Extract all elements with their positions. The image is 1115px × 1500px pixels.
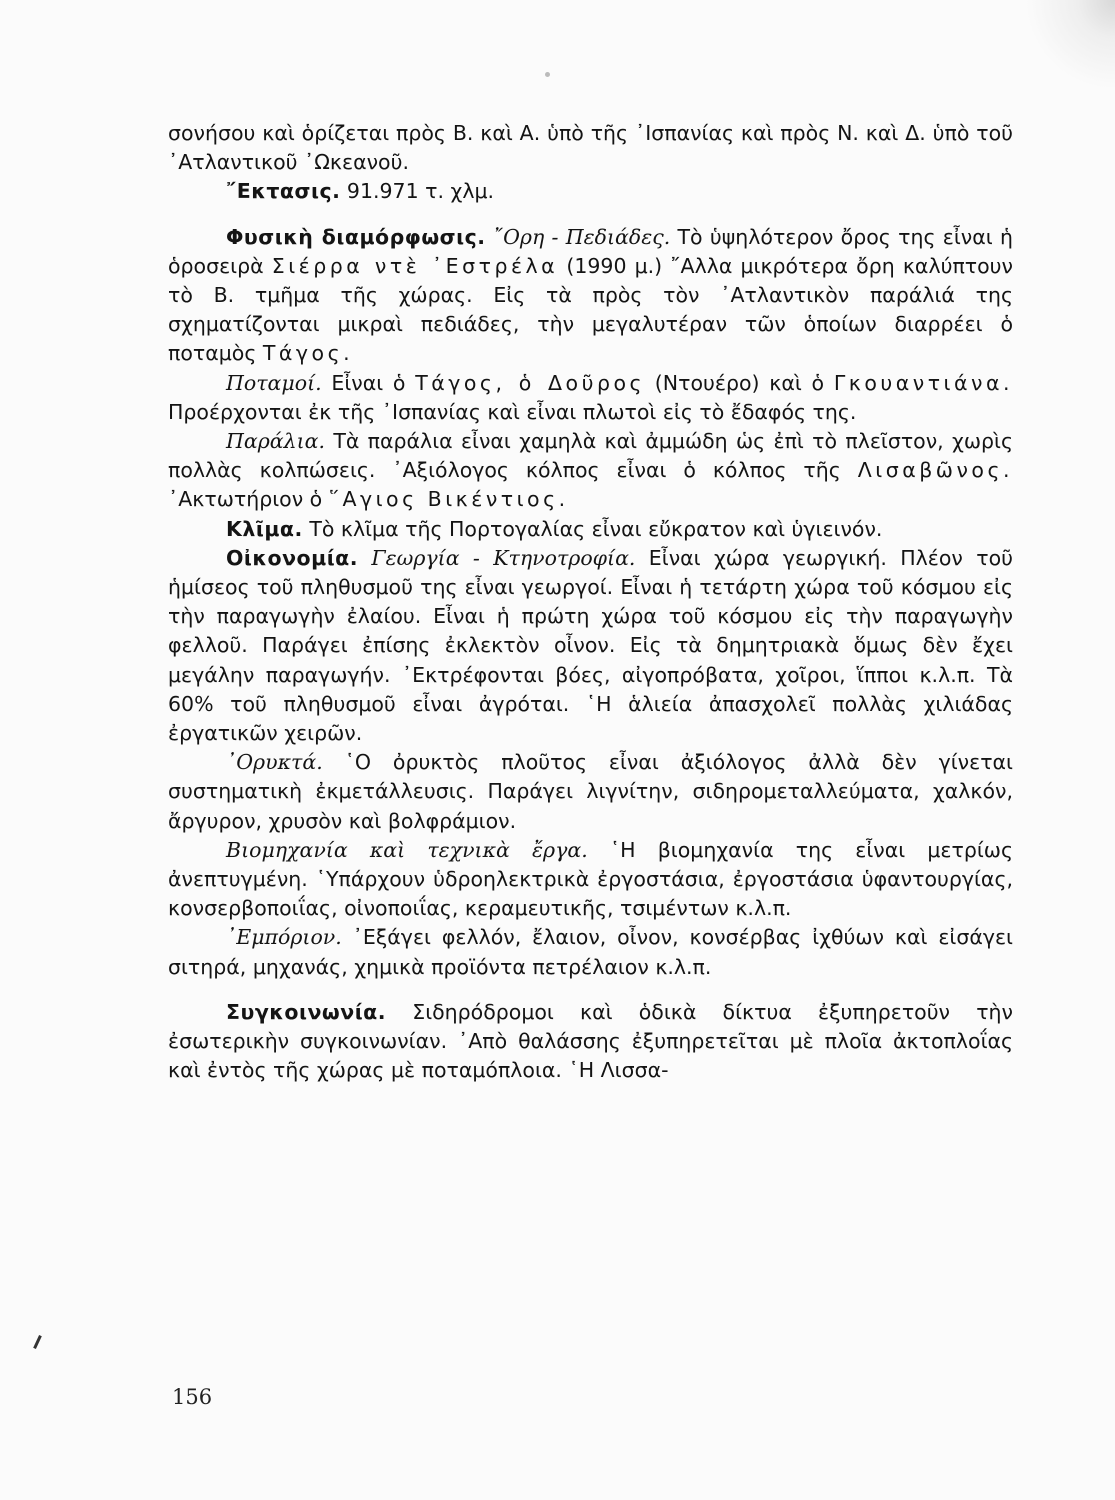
spaced-name-guadiana: Γκουαντιάνα. (833, 370, 1013, 395)
text-segment: Σιδηρόδρομοι καὶ ὁδικὰ δίκτυα ἐξυπηρετοῦν τὴν ἐσωτερικὴν συγκοινωνίαν. ᾿Απὸ θαλάσσης ἐξυπηρετεῖται μὲ πλοῖα ἀκτοπλοΐας καὶ ἐντὸς τῆς χώρας μὲ ποταμόπλοια. ῾Η Λισσα- (168, 999, 1013, 1083)
text-segment: Τὸ ὑψηλότερον ὄρος της εἶναι ἡ ὁροσειρὰ (168, 224, 1013, 278)
paragraph-rivers (168, 369, 1013, 427)
paragraph-borders (168, 119, 1013, 177)
text-segment: ᾿Ακτωτήριον ὁ (168, 487, 329, 512)
text-segment: 91.971 τ. χλμ. (340, 179, 495, 204)
text-segment: ᾿Εξάγει φελλόν, ἔλαιον, οἶνον, κονσέρβας ἰχθύων καὶ εἰσάγει σιτηρά, μηχανάς, χημικὰ προϊόντα πετρέλαιον κ.λ.π. (168, 925, 1013, 979)
subheading-trade: ᾿Εμπόριον. (226, 925, 342, 950)
paragraph-area (168, 177, 1013, 206)
paragraph-industry (168, 836, 1013, 924)
heading-transport: Συγκοινωνία. (226, 999, 387, 1024)
text-segment: Τὰ παράλια εἶναι χαμηλὰ καὶ ἀμμώδη ὡς ἐπὶ τὸ πλεῖστον, χωρὶς πολλὰς κολπώσεις. ᾿Αξιόλογος κόλπος εἶναι ὁ κόλπος τῆς (168, 429, 1013, 483)
spaced-name-tagus: Τάγος. (262, 341, 354, 366)
text-segment: (1990 μ.) ῎Αλλα μικρότερα ὄρη καλύπτουν τὸ Β. τμῆμα τῆς χώρας. Εἰς τὰ πρὸς τὸν ᾿Ατλαντικὸν παράλιά της σχηματίζονται μικραὶ πεδιάδες, τὴν μεγαλυτέραν τῶν ὁποίων διαρρέει ὁ ποταμὸς (168, 253, 1013, 366)
paragraph-climate (168, 515, 1013, 544)
text-segment: σονήσου καὶ ὁρίζεται πρὸς Β. καὶ Α. ὑπὸ τῆς ᾿Ισπανίας καὶ πρὸς Ν. καὶ Δ. ὑπὸ τοῦ ᾿Ατλαντικοῦ ᾿Ωκεανοῦ. (168, 121, 1013, 175)
margin-mark (33, 1335, 42, 1349)
heading-physical-features: Φυσικὴ διαμόρφωσις. (226, 224, 486, 249)
paragraph-transport (168, 998, 1013, 1086)
spaced-name-tagus-douro: Τάγος, ὁ Δοῦρος (415, 370, 646, 395)
paragraph-trade (168, 923, 1013, 981)
spaced-name-saint-vincent: ῞Αγιος Βικέντιος. (328, 487, 569, 512)
subheading-mountains-plains: ῎Ορη - Πεδιάδες. (485, 224, 671, 249)
text-segment: Τὸ κλῖμα τῆς Πορτογαλίας εἶναι εὔκρατον καὶ ὑγιεινόν. (302, 516, 883, 541)
page-edge-shadow (1025, 0, 1115, 90)
subheading-minerals: ᾿Ορυκτά. (226, 750, 323, 775)
text-segment: Εἶναι ὁ (321, 370, 416, 395)
paragraph-economy (168, 544, 1013, 748)
spaced-name-lisbon: Λισαβῶνος. (857, 458, 1013, 483)
dust-speck (545, 72, 550, 77)
text-segment: ῾Η βιομηχανία της εἶναι μετρίως ἀνεπτυγμένη. ῾Υπάρχουν ὑδροηλεκτρικὰ ἐργοστάσια, ἐργοστάσια ὑφαντουργίας, κονσερβοποιΐας, οἰνοποιΐας, κεραμευτικῆς, τσιμέντων κ.λ.π. (168, 837, 1013, 921)
text-segment: Προέρχονται ἐκ τῆς ᾿Ισπανίας καὶ εἶναι πλωτοὶ εἰς τὸ ἔδαφός της. (168, 399, 857, 424)
text-segment: (Ντουέρο) καὶ ὁ (645, 370, 834, 395)
subheading-rivers: Ποταμοί. (226, 370, 322, 395)
body-text (168, 119, 1013, 1086)
text-segment: Εἶναι χώρα γεωργική. Πλέον τοῦ ἡμίσεος τοῦ πληθυσμοῦ της εἶναι γεωργοί. Εἶναι ἡ τετάρτη χώρα τοῦ κόσμου εἰς τὴν παραγωγὴν ἐλαίου. Εἶναι ἡ πρώτη χώρα τοῦ κόσμου εἰς τὴν παραγωγὴν φελλοῦ. Παράγει ἐπίσης ἐκλεκτὸν οἶνον. Εἰς τὰ δημητριακὰ ὅμως δὲν ἔχει μεγάλην παραγωγήν. ᾿Εκτρέφονται βόες, αἰγοπρόβατα, χοῖροι, ἵπποι κ.λ.π. Τὰ 60% τοῦ πληθυσμοῦ εἶναι ἀγρόται. ῾Η ἁλιεία ἀπασχολεῖ πολλὰς χιλιάδας ἐργατικῶν χειρῶν. (168, 545, 1013, 746)
page-number: 156 (172, 1385, 213, 1409)
text-segment: ῾Ο ὀρυκτὸς πλοῦτος εἶναι ἀξιόλογος ἀλλὰ δὲν γίνεται συστηματικὴ ἐκμετάλλευσις. Παράγει λιγνίτην, σιδηρομεταλλεύματα, χαλκόν, ἄργυρον, χρυσὸν καὶ βολφράμιον. (168, 750, 1013, 833)
paragraph-minerals (168, 748, 1013, 836)
subheading-coasts: Παράλια. (226, 429, 326, 454)
heading-economy: Οἰκονομία. (226, 545, 359, 570)
subheading-agriculture: Γεωργία - Κτηνοτροφία. (358, 545, 636, 570)
subheading-industry: Βιομηχανία καὶ τεχνικὰ ἔργα. (226, 837, 588, 862)
paragraph-coasts (168, 427, 1013, 515)
heading-climate: Κλῖμα. (226, 516, 303, 541)
heading-area: ῎Εκτασις. (226, 179, 341, 204)
spaced-name-serra-da-estrela: Σιέρρα ντὲ ᾿Εστρέλα (271, 253, 559, 278)
paragraph-physical-features (168, 223, 1013, 369)
